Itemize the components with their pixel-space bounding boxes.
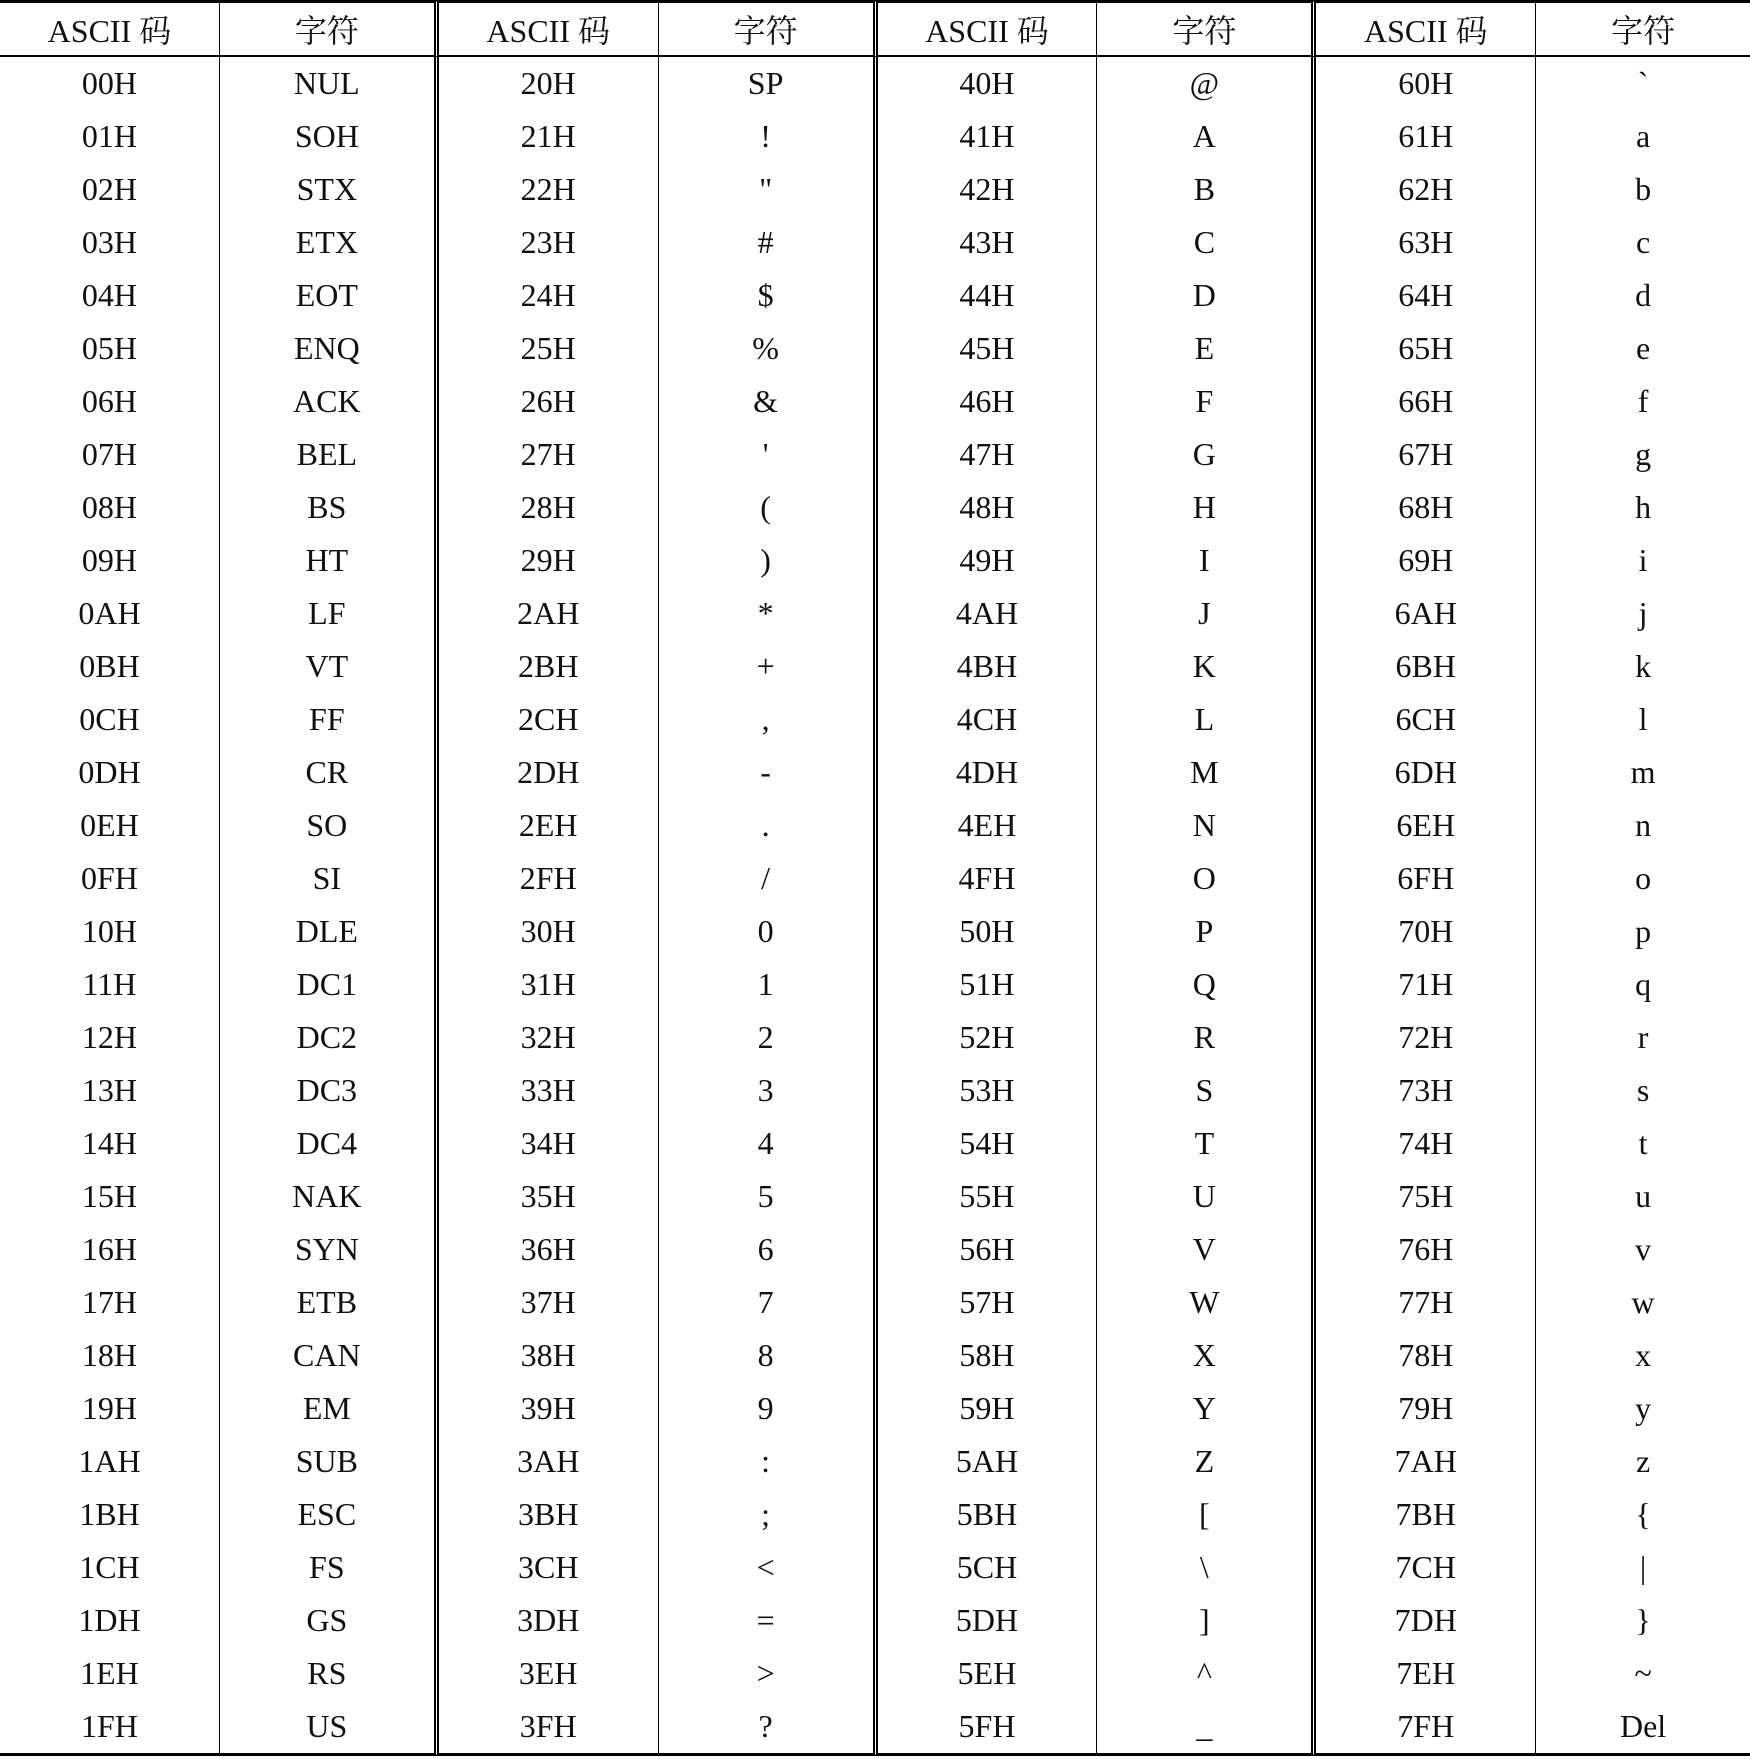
header-ascii-code: ASCII 码 xyxy=(0,0,220,57)
char-cell: FS xyxy=(220,1541,439,1594)
char-cell: NAK xyxy=(220,1170,439,1223)
char-cell: 8 xyxy=(659,1329,878,1382)
ascii-code-cell: 0AH xyxy=(0,587,220,640)
char-cell: Y xyxy=(1097,1382,1316,1435)
ascii-code-cell: 72H xyxy=(1316,1011,1536,1064)
ascii-code-cell: 33H xyxy=(439,1064,659,1117)
ascii-code-cell: 14H xyxy=(0,1117,220,1170)
ascii-code-cell: 4FH xyxy=(878,852,1098,905)
ascii-code-cell: 1FH xyxy=(0,1700,220,1756)
table-row xyxy=(0,1064,1750,1117)
char-cell: ^ xyxy=(1097,1647,1316,1700)
char-cell: ~ xyxy=(1634,1655,1652,1691)
ascii-code-cell: 58H xyxy=(878,1329,1098,1382)
ascii-code-cell: 38H xyxy=(439,1329,659,1382)
table-header xyxy=(0,0,1750,57)
ascii-code-cell: 0FH xyxy=(0,852,220,905)
char-cell: ETX xyxy=(220,216,439,269)
ascii-code-cell: 32H xyxy=(439,1011,659,1064)
ascii-code-cell: 6EH xyxy=(1316,799,1536,852)
ascii-code-cell: 35H xyxy=(439,1170,659,1223)
ascii-code-cell: 62H xyxy=(1316,163,1536,216)
header-char: 字符 xyxy=(220,0,439,57)
char-cell: SOH xyxy=(220,110,439,163)
table-row xyxy=(0,1647,1750,1700)
char-cell: H xyxy=(1097,481,1316,534)
ascii-code-cell: 75H xyxy=(1316,1170,1536,1223)
ascii-code-cell: 17H xyxy=(0,1276,220,1329)
char-cell: ' xyxy=(659,428,878,481)
char-cell: ! xyxy=(659,110,878,163)
char-cell: L xyxy=(1097,693,1316,746)
char-cell: 5 xyxy=(659,1170,878,1223)
char-cell: / xyxy=(659,852,878,905)
char-cell: 7 xyxy=(659,1276,878,1329)
table-row xyxy=(0,57,1750,110)
ascii-code-cell: 26H xyxy=(439,375,659,428)
ascii-code-cell: 5AH xyxy=(878,1435,1098,1488)
char-cell: BS xyxy=(220,481,439,534)
ascii-code-cell: 36H xyxy=(439,1223,659,1276)
ascii-code-cell: 3AH xyxy=(439,1435,659,1488)
char-cell: h xyxy=(1635,489,1652,525)
ascii-code-cell: 71H xyxy=(1316,958,1536,1011)
ascii-code-cell: 19H xyxy=(0,1382,220,1435)
ascii-code-cell: 08H xyxy=(0,481,220,534)
char-cell: SUB xyxy=(220,1435,439,1488)
char-cell: V xyxy=(1097,1223,1316,1276)
ascii-code-cell: 12H xyxy=(0,1011,220,1064)
ascii-code-cell: 1CH xyxy=(0,1541,220,1594)
table-row xyxy=(0,534,1750,587)
char-cell: + xyxy=(659,640,878,693)
char-cell: : xyxy=(659,1435,878,1488)
ascii-code-cell: 60H xyxy=(1316,57,1536,110)
char-cell: X xyxy=(1097,1329,1316,1382)
ascii-code-cell: 05H xyxy=(0,322,220,375)
char-cell: x xyxy=(1635,1337,1652,1373)
char-cell: FF xyxy=(220,693,439,746)
ascii-code-cell: 2DH xyxy=(439,746,659,799)
char-cell: Q xyxy=(1097,958,1316,1011)
table-row xyxy=(0,1541,1750,1594)
ascii-code-cell: 3FH xyxy=(439,1700,659,1756)
char-cell: n xyxy=(1635,807,1652,843)
ascii-code-cell: 01H xyxy=(0,110,220,163)
ascii-code-cell: 68H xyxy=(1316,481,1536,534)
char-cell: SO xyxy=(220,799,439,852)
char-cell: " xyxy=(659,163,878,216)
ascii-code-cell: 20H xyxy=(439,57,659,110)
table-row xyxy=(0,269,1750,322)
ascii-code-cell: 44H xyxy=(878,269,1098,322)
ascii-code-cell: 1EH xyxy=(0,1647,220,1700)
ascii-code-cell: 6BH xyxy=(1316,640,1536,693)
char-cell: s xyxy=(1636,1072,1650,1108)
header-ascii-code: ASCII 码 xyxy=(878,0,1098,57)
ascii-code-cell: 69H xyxy=(1316,534,1536,587)
char-cell: D xyxy=(1097,269,1316,322)
ascii-code-cell: 73H xyxy=(1316,1064,1536,1117)
ascii-code-cell: 64H xyxy=(1316,269,1536,322)
char-cell: EOT xyxy=(220,269,439,322)
ascii-code-cell: 7BH xyxy=(1316,1488,1536,1541)
ascii-code-cell: 37H xyxy=(439,1276,659,1329)
ascii-code-cell: 23H xyxy=(439,216,659,269)
char-cell: d xyxy=(1635,277,1652,313)
char-cell: DC1 xyxy=(220,958,439,1011)
table-row xyxy=(0,1170,1750,1223)
char-cell: C xyxy=(1097,216,1316,269)
ascii-code-cell: 09H xyxy=(0,534,220,587)
ascii-code-cell: 63H xyxy=(1316,216,1536,269)
char-cell: _ xyxy=(1097,1700,1316,1756)
table-row xyxy=(0,1594,1750,1647)
ascii-code-cell: 74H xyxy=(1316,1117,1536,1170)
ascii-code-cell: 5CH xyxy=(878,1541,1098,1594)
char-cell: 9 xyxy=(659,1382,878,1435)
char-cell: ESC xyxy=(220,1488,439,1541)
ascii-code-cell: 53H xyxy=(878,1064,1098,1117)
char-cell: W xyxy=(1097,1276,1316,1329)
ascii-code-cell: 10H xyxy=(0,905,220,958)
char-cell: BEL xyxy=(220,428,439,481)
char-cell: > xyxy=(659,1647,878,1700)
char-cell: 0 xyxy=(659,905,878,958)
ascii-code-cell: 51H xyxy=(878,958,1098,1011)
ascii-code-cell: 47H xyxy=(878,428,1098,481)
ascii-code-cell: 56H xyxy=(878,1223,1098,1276)
char-cell: q xyxy=(1635,966,1652,1002)
ascii-code-cell: 13H xyxy=(0,1064,220,1117)
ascii-code-cell: 40H xyxy=(878,57,1098,110)
char-cell: SP xyxy=(659,57,878,110)
char-cell: z xyxy=(1635,1443,1651,1479)
table-row xyxy=(0,640,1750,693)
char-cell: B xyxy=(1097,163,1316,216)
ascii-code-cell: 70H xyxy=(1316,905,1536,958)
char-cell: G xyxy=(1097,428,1316,481)
ascii-code-cell: 31H xyxy=(439,958,659,1011)
char-cell: e xyxy=(1635,330,1651,366)
char-cell: SYN xyxy=(220,1223,439,1276)
char-cell: P xyxy=(1097,905,1316,958)
char-cell: v xyxy=(1635,1231,1652,1267)
ascii-code-cell: 39H xyxy=(439,1382,659,1435)
table-row xyxy=(0,1276,1750,1329)
ascii-code-cell: 4EH xyxy=(878,799,1098,852)
char-cell: GS xyxy=(220,1594,439,1647)
ascii-code-cell: 42H xyxy=(878,163,1098,216)
char-cell: DLE xyxy=(220,905,439,958)
ascii-code-cell: 25H xyxy=(439,322,659,375)
char-cell: RS xyxy=(220,1647,439,1700)
char-cell: E xyxy=(1097,322,1316,375)
ascii-code-cell: 1AH xyxy=(0,1435,220,1488)
table-row xyxy=(0,163,1750,216)
char-cell: w xyxy=(1631,1284,1655,1320)
char-cell: VT xyxy=(220,640,439,693)
char-cell: DC4 xyxy=(220,1117,439,1170)
char-cell: DC3 xyxy=(220,1064,439,1117)
char-cell: l xyxy=(1638,701,1648,737)
ascii-code-cell: 79H xyxy=(1316,1382,1536,1435)
char-cell: \ xyxy=(1097,1541,1316,1594)
ascii-code-cell: 5EH xyxy=(878,1647,1098,1700)
char-cell: a xyxy=(1635,118,1651,154)
char-cell: i xyxy=(1638,542,1648,578)
char-cell: ACK xyxy=(220,375,439,428)
ascii-code-cell: 4BH xyxy=(878,640,1098,693)
table-body xyxy=(0,57,1750,1756)
char-cell: - xyxy=(659,746,878,799)
ascii-code-cell: 18H xyxy=(0,1329,220,1382)
ascii-code-cell: 52H xyxy=(878,1011,1098,1064)
ascii-code-cell: 06H xyxy=(0,375,220,428)
char-cell: = xyxy=(659,1594,878,1647)
ascii-code-cell: 6CH xyxy=(1316,693,1536,746)
char-cell: y xyxy=(1635,1390,1652,1426)
char-cell: } xyxy=(1635,1602,1651,1638)
header-char: 字符 xyxy=(659,0,878,57)
ascii-code-cell: 7CH xyxy=(1316,1541,1536,1594)
char-cell: $ xyxy=(659,269,878,322)
ascii-code-cell: 43H xyxy=(878,216,1098,269)
ascii-code-cell: 2AH xyxy=(439,587,659,640)
table-row xyxy=(0,481,1750,534)
ascii-code-cell: 76H xyxy=(1316,1223,1536,1276)
table-row xyxy=(0,428,1750,481)
char-cell: . xyxy=(659,799,878,852)
char-cell: p xyxy=(1635,913,1652,949)
ascii-code-cell: 5DH xyxy=(878,1594,1098,1647)
char-cell: F xyxy=(1097,375,1316,428)
char-cell: SI xyxy=(220,852,439,905)
char-cell: [ xyxy=(1097,1488,1316,1541)
char-cell: Del xyxy=(1536,1700,1750,1756)
char-cell: | xyxy=(1639,1549,1647,1585)
char-cell: @ xyxy=(1097,57,1316,110)
table-row xyxy=(0,1435,1750,1488)
char-cell: t xyxy=(1638,1125,1648,1161)
ascii-code-cell: 6FH xyxy=(1316,852,1536,905)
ascii-code-cell: 61H xyxy=(1316,110,1536,163)
ascii-code-cell: 5BH xyxy=(878,1488,1098,1541)
table-row xyxy=(0,905,1750,958)
char-cell: 1 xyxy=(659,958,878,1011)
ascii-code-cell: 4CH xyxy=(878,693,1098,746)
char-cell: k xyxy=(1635,648,1652,684)
ascii-code-cell: 41H xyxy=(878,110,1098,163)
ascii-code-cell: 0EH xyxy=(0,799,220,852)
ascii-code-cell: 11H xyxy=(0,958,220,1011)
char-cell: CAN xyxy=(220,1329,439,1382)
ascii-code-cell: 02H xyxy=(0,163,220,216)
ascii-code-cell: 6AH xyxy=(1316,587,1536,640)
char-cell: m xyxy=(1630,754,1656,790)
table-row xyxy=(0,110,1750,163)
char-cell: STX xyxy=(220,163,439,216)
ascii-code-cell: 03H xyxy=(0,216,220,269)
ascii-code-cell: 2EH xyxy=(439,799,659,852)
ascii-code-cell: 3CH xyxy=(439,1541,659,1594)
ascii-code-cell: 0CH xyxy=(0,693,220,746)
char-cell: HT xyxy=(220,534,439,587)
table-row xyxy=(0,1700,1750,1756)
ascii-code-cell: 34H xyxy=(439,1117,659,1170)
ascii-code-cell: 65H xyxy=(1316,322,1536,375)
ascii-code-cell: 57H xyxy=(878,1276,1098,1329)
char-cell: ; xyxy=(659,1488,878,1541)
ascii-code-cell: 16H xyxy=(0,1223,220,1276)
char-cell: 2 xyxy=(659,1011,878,1064)
char-cell: g xyxy=(1635,436,1652,472)
ascii-code-cell: 48H xyxy=(878,481,1098,534)
table-row xyxy=(0,1223,1750,1276)
char-cell: j xyxy=(1638,595,1648,631)
char-cell: LF xyxy=(220,587,439,640)
ascii-code-cell: 66H xyxy=(1316,375,1536,428)
header-ascii-code: ASCII 码 xyxy=(1316,0,1536,57)
char-cell: * xyxy=(659,587,878,640)
ascii-code-cell: 30H xyxy=(439,905,659,958)
ascii-code-cell: 04H xyxy=(0,269,220,322)
char-cell: r xyxy=(1637,1019,1649,1055)
header-char: 字符 xyxy=(1097,0,1316,57)
char-cell: ? xyxy=(659,1700,878,1756)
table-row xyxy=(0,799,1750,852)
char-cell: M xyxy=(1097,746,1316,799)
table-row xyxy=(0,375,1750,428)
ascii-code-cell: 6DH xyxy=(1316,746,1536,799)
char-cell: J xyxy=(1097,587,1316,640)
ascii-code-cell: 00H xyxy=(0,57,220,110)
ascii-code-cell: 3DH xyxy=(439,1594,659,1647)
ascii-code-cell: 7EH xyxy=(1316,1647,1536,1700)
header-char: 字符 xyxy=(1536,0,1750,57)
ascii-code-cell: 0DH xyxy=(0,746,220,799)
char-cell: I xyxy=(1097,534,1316,587)
table-row xyxy=(0,322,1750,375)
table-row xyxy=(0,852,1750,905)
char-cell: o xyxy=(1635,860,1652,896)
char-cell: S xyxy=(1097,1064,1316,1117)
char-cell: NUL xyxy=(220,57,439,110)
ascii-code-cell: 4AH xyxy=(878,587,1098,640)
ascii-code-cell: 45H xyxy=(878,322,1098,375)
ascii-code-cell: 4DH xyxy=(878,746,1098,799)
ascii-code-cell: 77H xyxy=(1316,1276,1536,1329)
char-cell: A xyxy=(1097,110,1316,163)
char-cell: T xyxy=(1097,1117,1316,1170)
table-row xyxy=(0,1488,1750,1541)
table-row xyxy=(0,746,1750,799)
char-cell: CR xyxy=(220,746,439,799)
char-cell: R xyxy=(1097,1011,1316,1064)
char-cell: # xyxy=(659,216,878,269)
char-cell: { xyxy=(1635,1496,1651,1532)
char-cell: , xyxy=(659,693,878,746)
char-cell: DC2 xyxy=(220,1011,439,1064)
ascii-code-cell: 3EH xyxy=(439,1647,659,1700)
ascii-code-cell: 2FH xyxy=(439,852,659,905)
ascii-code-cell: 46H xyxy=(878,375,1098,428)
ascii-code-cell: 55H xyxy=(878,1170,1098,1223)
char-cell: ENQ xyxy=(220,322,439,375)
header-row xyxy=(0,0,1750,57)
char-cell: ] xyxy=(1097,1594,1316,1647)
ascii-code-cell: 2CH xyxy=(439,693,659,746)
char-cell: u xyxy=(1635,1178,1652,1214)
char-cell: < xyxy=(659,1541,878,1594)
table-row xyxy=(0,1382,1750,1435)
ascii-code-cell: 50H xyxy=(878,905,1098,958)
ascii-code-cell: 7FH xyxy=(1316,1700,1536,1756)
char-cell: ETB xyxy=(220,1276,439,1329)
char-cell: b xyxy=(1635,171,1652,207)
ascii-code-cell: 27H xyxy=(439,428,659,481)
char-cell: K xyxy=(1097,640,1316,693)
char-cell: % xyxy=(659,322,878,375)
ascii-code-cell: 15H xyxy=(0,1170,220,1223)
ascii-code-cell: 3BH xyxy=(439,1488,659,1541)
ascii-code-cell: 28H xyxy=(439,481,659,534)
ascii-code-cell: 49H xyxy=(878,534,1098,587)
ascii-code-cell: 0BH xyxy=(0,640,220,693)
table-row xyxy=(0,1329,1750,1382)
table-row xyxy=(0,216,1750,269)
char-cell: ) xyxy=(659,534,878,587)
table-row xyxy=(0,693,1750,746)
table-row xyxy=(0,1117,1750,1170)
char-cell: EM xyxy=(220,1382,439,1435)
ascii-code-cell: 54H xyxy=(878,1117,1098,1170)
ascii-code-cell: 5FH xyxy=(878,1700,1098,1756)
char-cell: U xyxy=(1097,1170,1316,1223)
ascii-code-cell: 07H xyxy=(0,428,220,481)
ascii-code-cell: 21H xyxy=(439,110,659,163)
ascii-code-cell: 7AH xyxy=(1316,1435,1536,1488)
table-row xyxy=(0,958,1750,1011)
ascii-code-cell: 59H xyxy=(878,1382,1098,1435)
table-row xyxy=(0,1011,1750,1064)
char-cell: 6 xyxy=(659,1223,878,1276)
header-ascii-code: ASCII 码 xyxy=(439,0,659,57)
char-cell: O xyxy=(1097,852,1316,905)
ascii-code-cell: 67H xyxy=(1316,428,1536,481)
char-cell: ( xyxy=(659,481,878,534)
ascii-code-cell: 1BH xyxy=(0,1488,220,1541)
char-cell: Z xyxy=(1097,1435,1316,1488)
char-cell: f xyxy=(1637,383,1649,419)
char-cell: N xyxy=(1097,799,1316,852)
char-cell: 3 xyxy=(659,1064,878,1117)
char-cell: ` xyxy=(1637,65,1649,101)
ascii-code-cell: 78H xyxy=(1316,1329,1536,1382)
ascii-code-cell: 29H xyxy=(439,534,659,587)
table-row xyxy=(0,587,1750,640)
ascii-code-cell: 24H xyxy=(439,269,659,322)
ascii-code-cell: 22H xyxy=(439,163,659,216)
ascii-code-cell: 1DH xyxy=(0,1594,220,1647)
ascii-code-cell: 7DH xyxy=(1316,1594,1536,1647)
char-cell: US xyxy=(220,1700,439,1756)
char-cell: c xyxy=(1635,224,1651,260)
char-cell: & xyxy=(659,375,878,428)
char-cell: 4 xyxy=(659,1117,878,1170)
ascii-code-cell: 2BH xyxy=(439,640,659,693)
